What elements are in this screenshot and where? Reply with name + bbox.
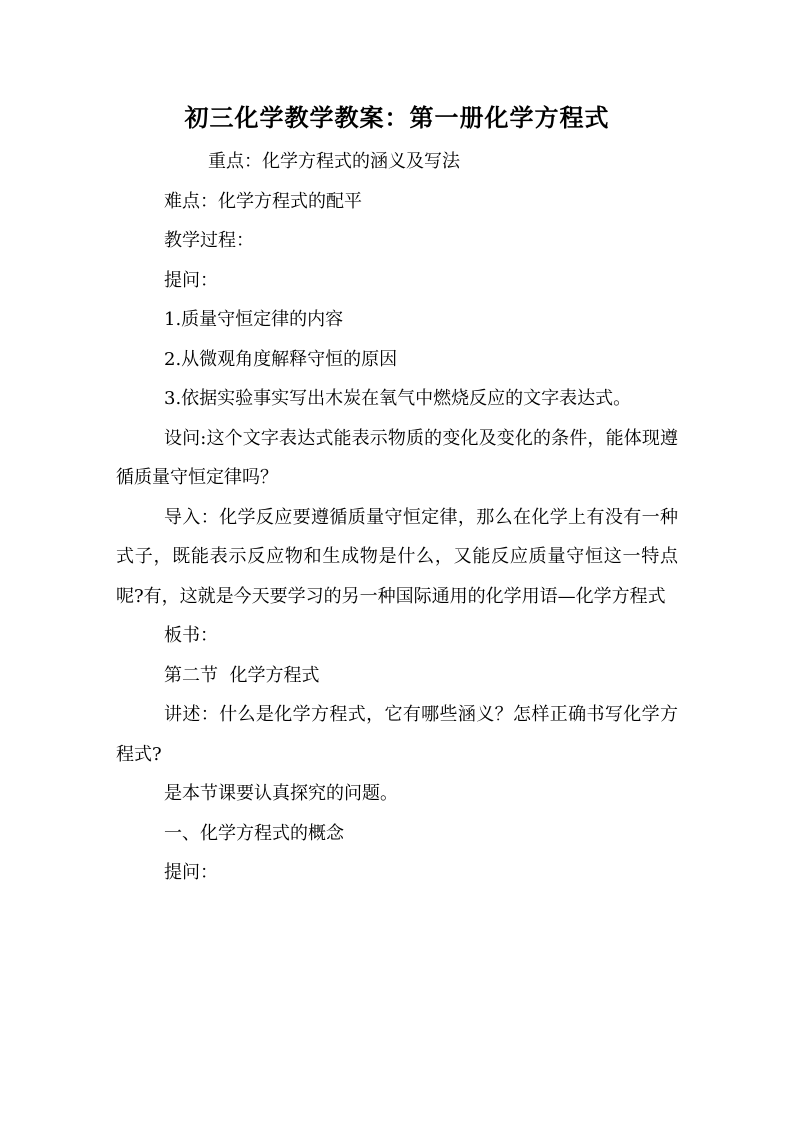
paragraph-blackboard-label: 板书： bbox=[164, 625, 218, 646]
paragraph-hypothetical-question: 设问:这个文字表达式能表示物质的变化及变化的条件，能体现遵循质量守恒定律吗？ bbox=[116, 427, 678, 488]
paragraph-introduction: 导入：化学反应要遵循质量守恒定律，那么在化学上有没有一种式子，既能表示反应物和生成物是什么，又能反应质量守恒这一特点呢?有，这就是今天要学习的另一种国际通用的化学用语—化学方程式 bbox=[116, 506, 678, 607]
paragraph-item-3: 3.依据实验事实写出木炭在氧气中燃烧反应的文字表达式。 bbox=[164, 388, 632, 409]
paragraph-section-heading: 第二节 化学方程式 bbox=[164, 664, 320, 686]
paragraph-key-point: 重点：化学方程式的涵义及写法 bbox=[208, 151, 460, 172]
paragraph-question-label-2: 提问： bbox=[164, 862, 218, 883]
paragraph-item-2: 2.从微观角度解释守恒的原因 bbox=[164, 348, 398, 370]
document-title: 初三化学教学教案：第一册化学方程式 bbox=[184, 103, 610, 132]
paragraph-item-1: 1.质量守恒定律的内容 bbox=[164, 309, 344, 330]
paragraph-lesson-goal: 是本节课要认真探究的问题。 bbox=[164, 783, 398, 804]
paragraph-narration: 讲述：什么是化学方程式，它有哪些涵义？怎样正确书写化学方程式? bbox=[116, 704, 678, 765]
paragraph-difficulty: 难点：化学方程式的配平 bbox=[164, 190, 362, 212]
paragraph-concept-heading: 一、化学方程式的概念 bbox=[164, 822, 344, 844]
paragraph-teaching-process: 教学过程： bbox=[164, 230, 254, 251]
document-body bbox=[116, 142, 678, 893]
paragraph-question-label: 提问： bbox=[164, 269, 218, 291]
